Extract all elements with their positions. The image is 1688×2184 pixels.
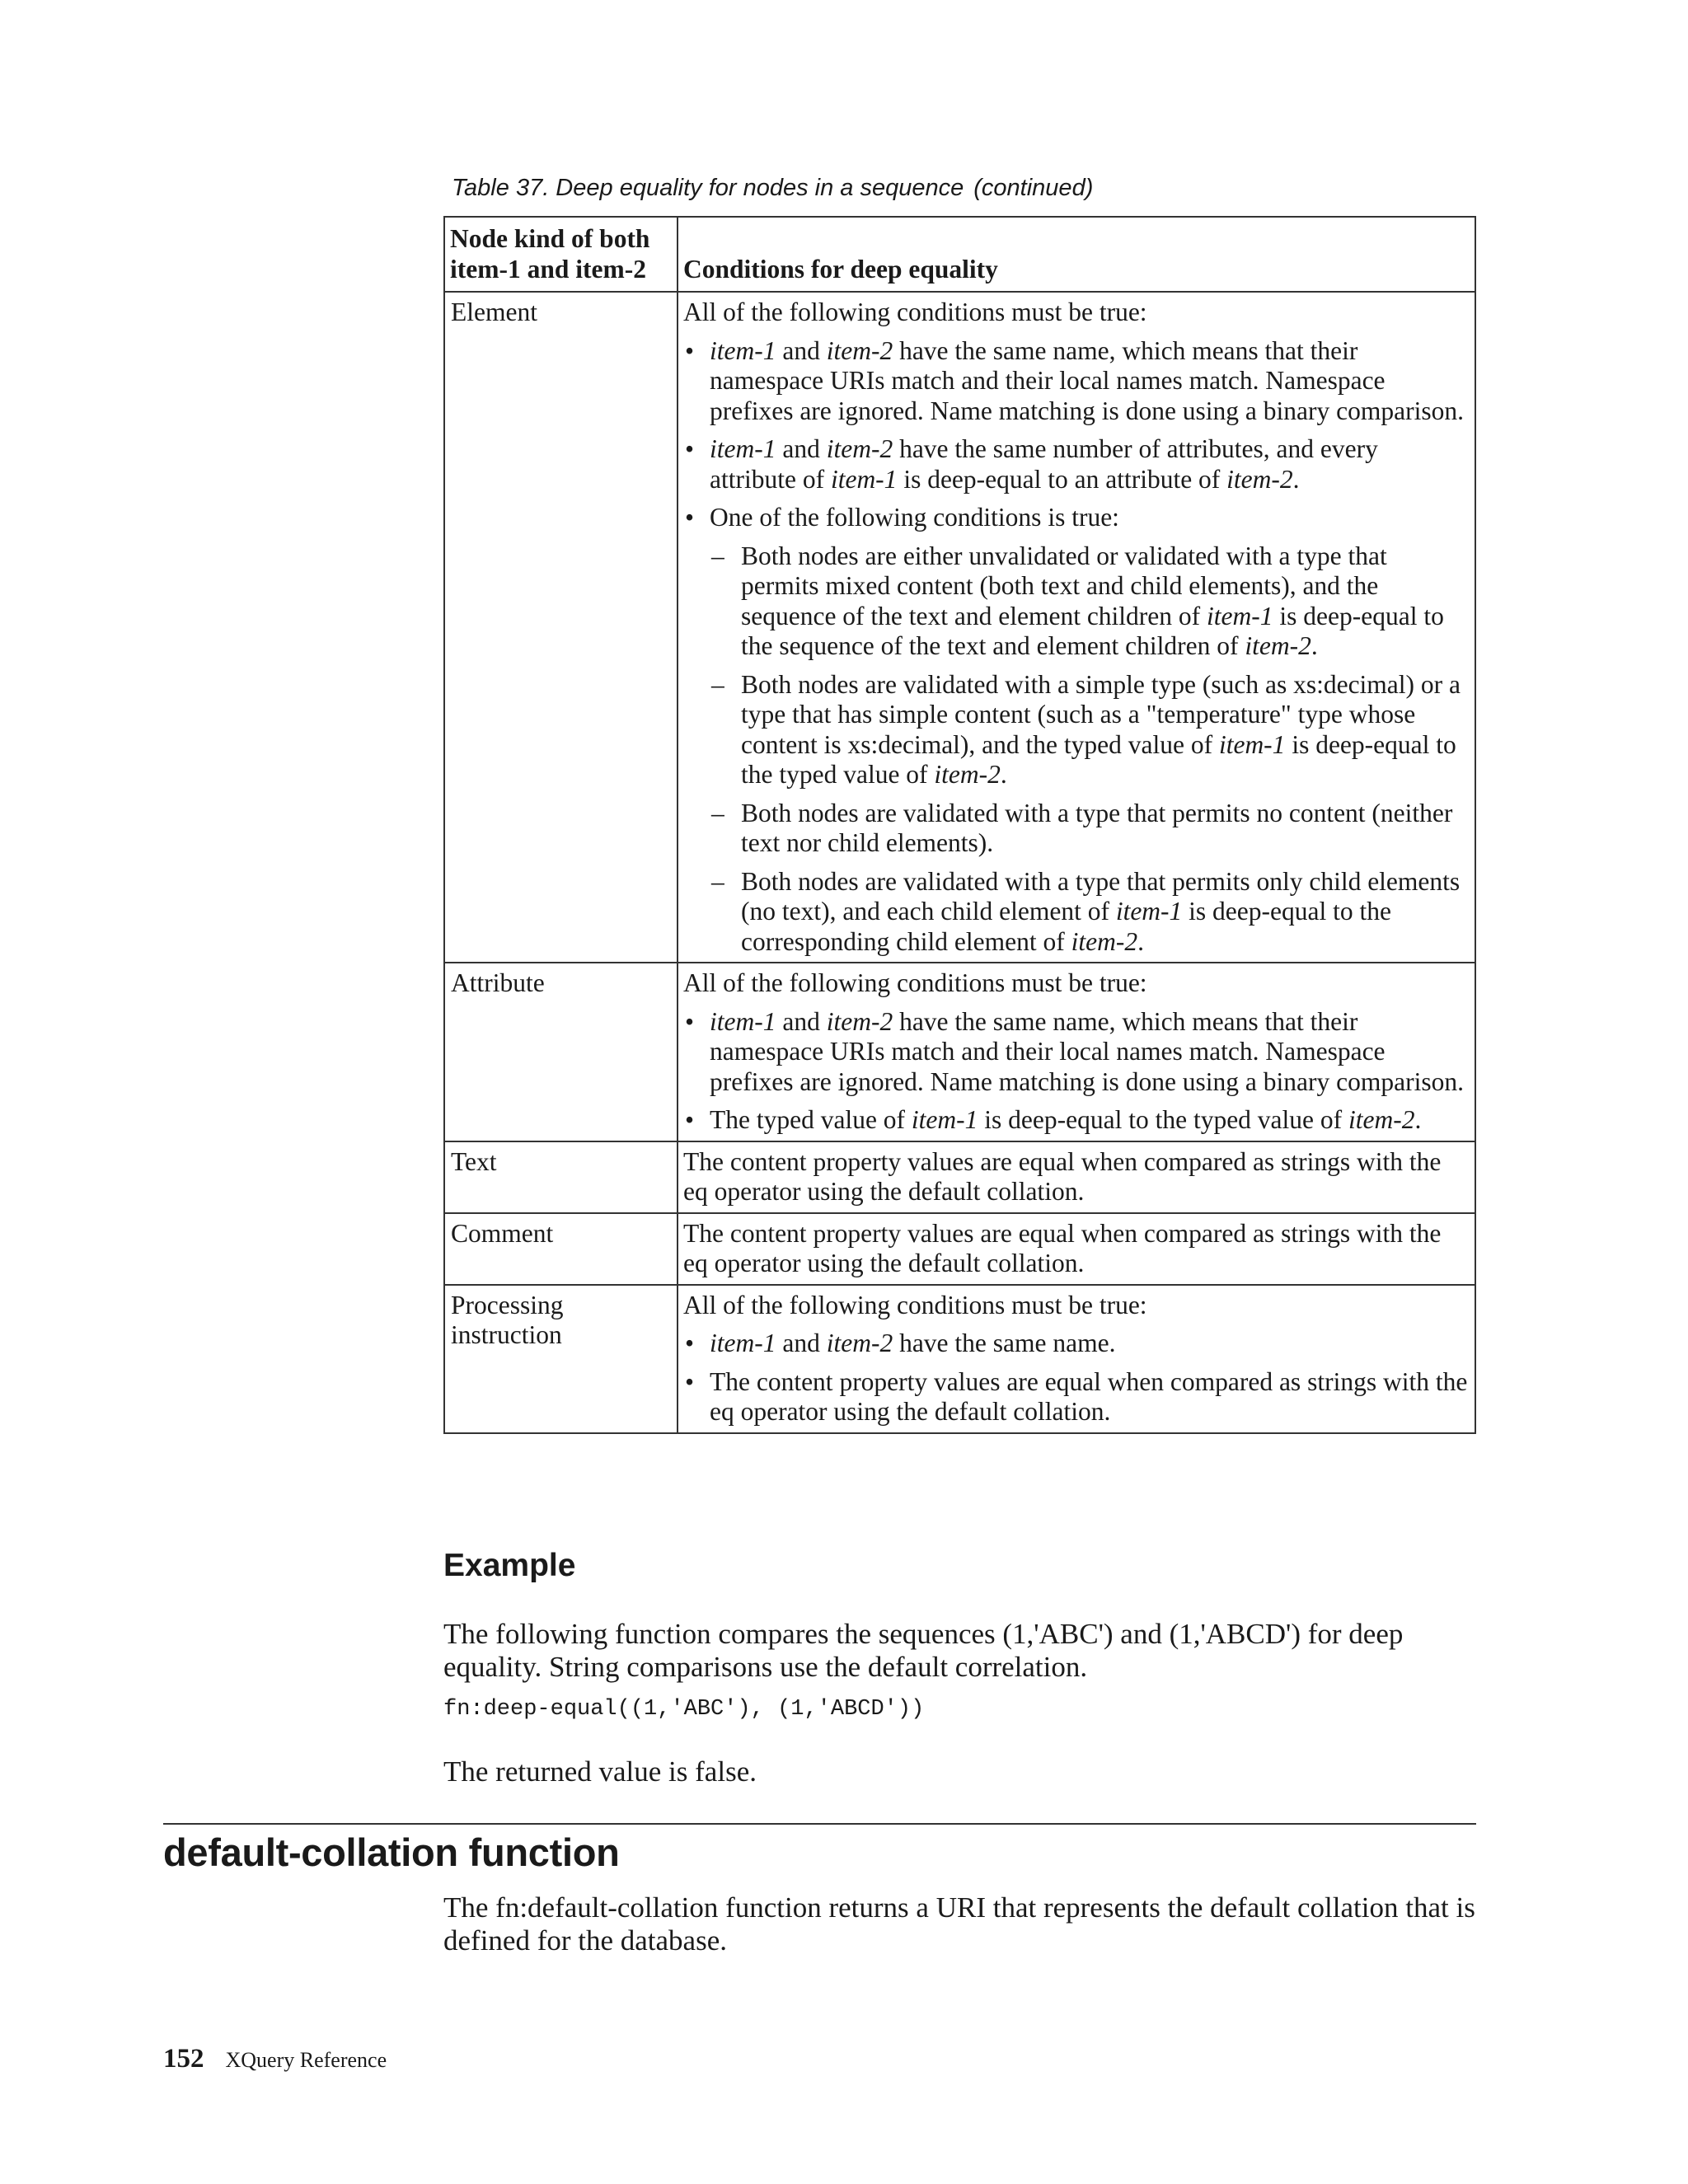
condition-bullet: • item-1 and item-2 have the same name. [683,1329,1470,1359]
sub-condition-dash: – Both nodes are validated with a type that permits no content (neither text nor child elements). [710,799,1470,859]
node-kind-cell: Element [444,292,678,963]
book-title: XQuery Reference [225,2048,387,2072]
page-number: 152 [163,2044,204,2074]
condition-bullet: • One of the following conditions is true: – Both nodes are either unvalidated or validated with a type that permits mixed content (both text and child elements), and the sequence of the text and element children of item-1 is deep-equal to the sequence of the text and element children of item-2. – Both nodes are validated with a simple type (such as xs:decimal) or a type that has simple content (such as a "temperature" type whose content is xs:decimal), and the typed value of item-1 is deep-equal to the typed value of item-2. – Both nodes are validated with a type that permits no content (neither text nor child elements). – Both nodes are validated with a type that permits only child elements (no text), and each child element of item-1 is deep-equal to the corresponding child element of item-2. [683,503,1470,957]
sub-condition-dash: – Both nodes are validated with a type that permits only child elements (no text), and each child element of item-1 is deep-equal to the corresponding child element of item-2. [710,867,1470,958]
conditions-cell [678,963,1475,1141]
example-heading: Example [443,1548,576,1583]
table-caption [452,175,1093,202]
conditions-cell: The content property values are equal when compared as strings with the eq operator using the default collation. [678,1141,1475,1213]
sub-condition-dash: – Both nodes are validated with a simple type (such as xs:decimal) or a type that has simple content (such as a "temperature" type whose content is xs:decimal), and the typed value of item-1 is deep-equal to the typed value of item-2. [710,670,1470,790]
example-paragraph: The following function compares the sequences (1,'ABC') and (1,'ABCD') for deep equality. String comparisons use the default correlation. [443,1618,1404,1683]
condition-bullet: • item-1 and item-2 have the same name, which means that their namespace URIs match and their local names match. Namespace prefixes are ignored. Name matching is done using a binary comparison. [683,336,1470,427]
section-heading: default-collation function [163,1830,620,1874]
condition-bullet: • The typed value of item-1 is deep-equal to the typed value of item-2. [683,1105,1470,1136]
table-caption-title: Table 37. Deep equality for nodes in a sequence [452,175,964,201]
conditions-cell [678,292,1475,963]
table-row-processing-instruction [444,1285,1475,1433]
node-kind-cell: Attribute [444,963,678,1141]
table-row-comment [444,1213,1475,1285]
conditions-intro: All of the following conditions must be true: [683,968,1147,997]
table-row-element [444,292,1475,963]
condition-bullet: • The content property values are equal when compared as strings with the eq operator using the default collation. [683,1367,1470,1427]
table-caption-continued: (continued) [973,175,1094,201]
node-kind-cell: Text [444,1141,678,1213]
section-divider [163,1823,1476,1825]
conditions-cell [678,1285,1475,1433]
header-conditions: Conditions for deep equality [678,217,1475,292]
condition-bullet: • item-1 and item-2 have the same number of attributes, and every attribute of item-1 is deep-equal to an attribute of item-2. [683,434,1470,494]
example-code: fn:deep-equal((1,'ABC'), (1,'ABCD')) [443,1697,925,1722]
conditions-cell: The content property values are equal when compared as strings with the eq operator using the default collation. [678,1213,1475,1285]
sub-condition-dash: – Both nodes are either unvalidated or validated with a type that permits mixed content (both text and child elements), and the sequence of the text and element children of item-1 is deep-equal to the sequence of the text and element children of item-2. [710,541,1470,662]
deep-equality-table [443,216,1476,1434]
header-node-kind: Node kind of both item-1 and item-2 [444,217,678,292]
node-kind-cell: Comment [444,1213,678,1285]
condition-bullet: • item-1 and item-2 have the same name, which means that their namespace URIs match and their local names match. Namespace prefixes are ignored. Name matching is done using a binary comparison. [683,1007,1470,1098]
node-kind-cell: Processing instruction [444,1285,678,1433]
table-row-text [444,1141,1475,1213]
conditions-intro: All of the following conditions must be true: [683,298,1147,326]
example-result: The returned value is false. [443,1755,757,1788]
conditions-intro: All of the following conditions must be true: [683,1290,1147,1319]
page-footer [163,2044,387,2074]
table-row-attribute [444,963,1475,1141]
section-paragraph: The fn:default-collation function returns a URI that represents the default collation that is defined for the database. [443,1891,1475,1957]
table-header-row [444,217,1475,292]
